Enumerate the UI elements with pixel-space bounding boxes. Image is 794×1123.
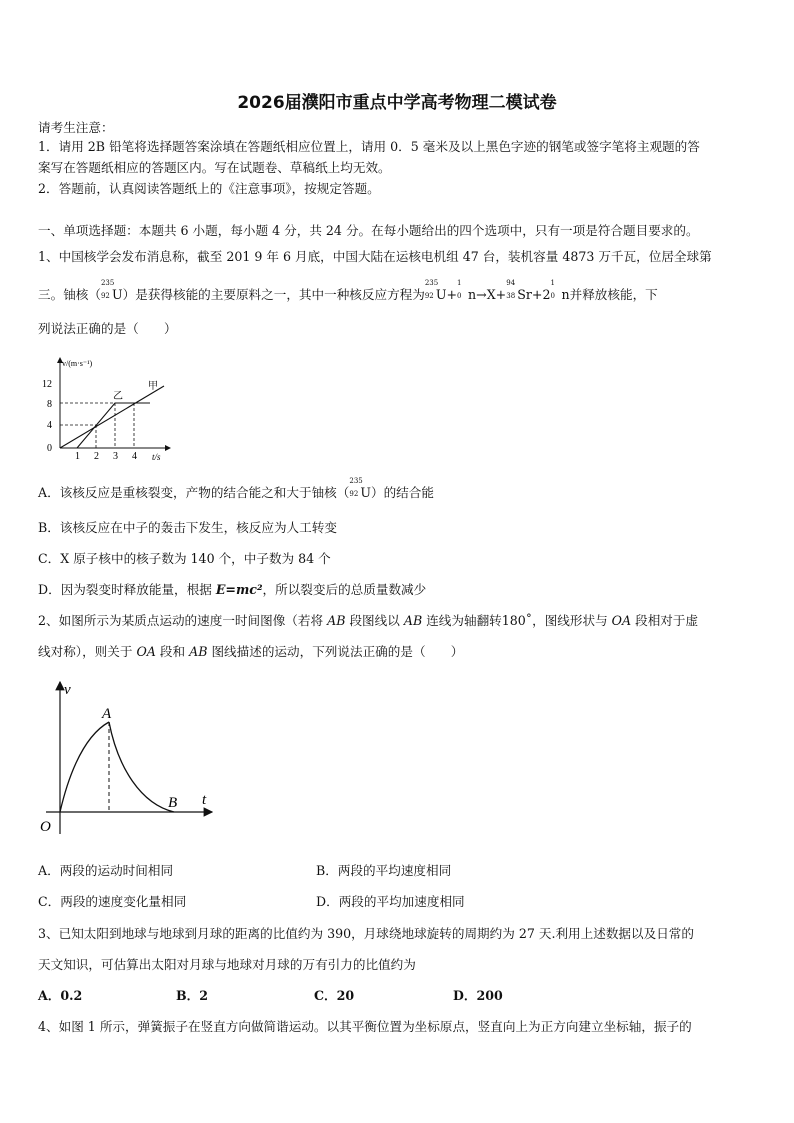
q2-line-1 (38, 612, 698, 630)
q3-option-b: B．2 (176, 988, 209, 1003)
notice-item-2: 2．答题前，认真阅读答题纸上的《注意事项》，按规定答题。 (38, 181, 380, 196)
y-axis-label: v/(m·s⁻¹) (62, 359, 93, 368)
q2-line-2 (38, 643, 463, 661)
q2-ab-2: AB (403, 613, 423, 628)
label-yi: 乙 (113, 391, 123, 402)
point-a-label: A (102, 706, 112, 722)
q1-option-a (38, 477, 434, 502)
q1-line-2-part-a: 三。铀核（ (38, 287, 101, 302)
option-a-symbol: U (360, 485, 371, 500)
q1-line-3: 列说法正确的是（ ） (38, 321, 177, 336)
page-title: 2026届濮阳市重点中学高考物理二模试卷 (237, 93, 557, 113)
eq-sr-mass: 94 (506, 279, 516, 287)
q3-option-d: D．200 (453, 988, 503, 1003)
eq-n2-symbol: n (561, 287, 570, 302)
y-tick-4: 4 (47, 420, 52, 431)
q1-option-d-part-a: D．因为裂变时释放能量，根据 (38, 582, 216, 597)
q1-option-d (38, 581, 426, 599)
q1-vt-graph (40, 352, 180, 464)
q3-line-2: 天文知识，可估算出太阳对月球与地球对月球的万有引力的比值约为 (38, 957, 416, 972)
eq-n-charge: 0 (457, 292, 462, 300)
label-jia: 甲 (148, 381, 158, 392)
uranium-nuclide (100, 279, 123, 304)
q1-line-1: 1、中国核学会发布消息称，截至 201 9 年 6 月底，中国大陆在运核电机组 47 台，装机容量 4873 万千瓦，位居全球第 (38, 249, 712, 264)
notice-item-1-line-2: 案写在答题纸相应的答题区内。写在试题卷、草稿纸上均无效。 (38, 160, 391, 175)
eq-arrow: →X+ (476, 287, 507, 302)
q2-option-d: D．两段的平均加速度相同 (316, 894, 465, 909)
line-jia (60, 386, 164, 448)
curve-oa (60, 722, 109, 812)
eq-plus-2: +2 (531, 287, 551, 302)
q2-line-1-a: 2、如图所示为某质点运动的速度一时间图像（若将 (38, 613, 328, 628)
q2-line-1-c: 连线为轴翻转180˚，图线形状与 (422, 613, 612, 628)
eq-u-symbol: U (435, 287, 447, 302)
option-a-charge: 92 (349, 490, 359, 498)
point-b-label: B (168, 795, 178, 811)
option-a-mass: 235 (349, 477, 363, 485)
x-axis-label: t/s (152, 452, 161, 462)
q2-vt-graph (36, 676, 216, 836)
y-tick-0: 0 (47, 443, 52, 454)
notice-item-1-line-1: 1．请用 2B 铅笔将选择题答案涂填在答题纸相应位置上，请用 0．5 毫米及以上黑色字迹的钢笔或签字笔将主观题的答 (38, 139, 700, 154)
line-yi (77, 403, 150, 448)
q2-option-a: A．两段的运动时间相同 (38, 863, 174, 878)
q2-oa-1: OA (611, 613, 632, 628)
q1-option-a-part-a: A．该核反应是重核裂变，产物的结合能之和大于铀核（ (38, 485, 350, 500)
eq-neutron (457, 279, 477, 304)
y-tick-12: 12 (42, 379, 52, 390)
notice-heading: 请考生注意： (38, 120, 114, 135)
q1-option-b: B．该核反应在中子的轰击下发生，核反应为人工转变 (38, 520, 337, 535)
eq-n-symbol: n (468, 287, 477, 302)
q3-option-a: A．0.2 (38, 988, 83, 1003)
q4-line-1: 4、如图 1 所示，弹簧振子在竖直方向做简谐运动。以其平衡位置为坐标原点，竖直向上为正方向建立坐标轴，振子的 (38, 1019, 692, 1034)
q2-line-2-a: 线对称），则关于 (38, 644, 137, 659)
q2-line-1-d: 段相对于虚 (631, 613, 699, 628)
x-tick-3: 3 (113, 451, 118, 462)
q2-ab-1: AB (327, 613, 346, 628)
q2-line-2-b: 段和 (155, 644, 190, 659)
q2-line-2-c: 图线描述的运动，下列说法正确的是（ ） (207, 644, 464, 659)
eq-n-mass: 1 (457, 279, 462, 287)
v-label: v (64, 682, 71, 698)
q1-line-2 (38, 279, 658, 304)
t-label: t (202, 792, 207, 808)
q1-line-2-part-c: 并释放核能，下 (569, 287, 658, 302)
eq-neutron-2 (550, 279, 570, 304)
eq-uranium (424, 279, 447, 304)
q1-option-d-part-b: ，所以裂变后的总质量数减少 (262, 582, 427, 597)
eq-u-charge: 92 (424, 292, 434, 300)
q1-option-d-equation: E=mc² (215, 582, 263, 597)
eq-sr-symbol: Sr (517, 287, 532, 302)
nuclide-mass: 235 (100, 279, 115, 287)
q2-ab-3: AB (189, 644, 208, 659)
q2-option-b: B．两段的平均速度相同 (316, 863, 452, 878)
q1-line-2-part-b: ）是获得核能的主要原料之一，其中一种核反应方程为 (122, 287, 425, 302)
nuclide-symbol: U (111, 287, 123, 302)
x-tick-4: 4 (132, 451, 137, 462)
eq-n2-charge: 0 (550, 292, 555, 300)
x-tick-1: 1 (75, 451, 80, 462)
eq-sr-charge: 38 (506, 292, 516, 300)
eq-u-mass: 235 (424, 279, 439, 287)
q3-option-c: C．20 (314, 988, 355, 1003)
eq-strontium (506, 279, 532, 304)
curve-ab (109, 722, 174, 812)
origin-label: O (40, 819, 51, 835)
nuclide-charge: 92 (100, 292, 110, 300)
q2-oa-2: OA (136, 644, 156, 659)
eq-n2-mass: 1 (550, 279, 555, 287)
q3-line-1: 3、已知太阳到地球与地球到月球的距离的比值约为 390，月球绕地球旋转的周期约为 27 天.利用上述数据以及日常的 (38, 926, 694, 941)
section-heading: 一、单项选择题：本题共 6 小题，每小题 4 分，共 24 分。在每小题给出的四个选项中，只有一项是符合题目要求的。 (38, 223, 699, 238)
q1-option-c: C．X 原子核中的核子数为 140 个，中子数为 84 个 (38, 551, 331, 566)
x-tick-2: 2 (94, 451, 99, 462)
q2-line-1-b: 段图线以 (345, 613, 404, 628)
eq-plus: + (446, 287, 458, 302)
y-tick-8: 8 (47, 399, 52, 410)
option-a-nuclide (349, 477, 371, 502)
q2-option-c: C．两段的速度变化量相同 (38, 894, 187, 909)
q1-option-a-part-b: ）的结合能 (370, 485, 434, 500)
